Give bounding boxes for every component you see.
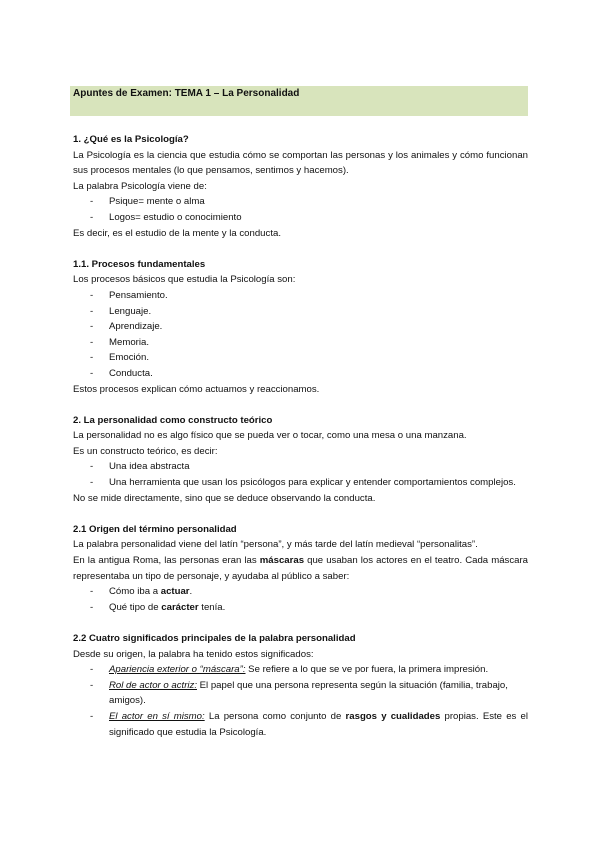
section-1-conclusion: Es decir, es el estudio de la mente y la conducta.	[73, 227, 281, 239]
list-item: - Memoria.	[73, 335, 528, 351]
section-1-heading: 1. ¿Qué es la Psicología?	[73, 134, 189, 145]
section-1-paragraph: La Psicología es la ciencia que estudia cómo se comportan las personas y los animales y cómo funcionan sus procesos mentales (lo que pensamos, sentimos y hacemos).	[73, 149, 528, 177]
list-item: - Conducta.	[73, 366, 528, 382]
section-1-intro: La palabra Psicología viene de:	[73, 180, 207, 192]
section-2-paragraph: La personalidad no es algo físico que se pueda ver o tocar, como una mesa o una manzana.	[73, 430, 467, 442]
list-item: - Logos= estudio o conocimiento	[73, 210, 528, 226]
list-item: - El actor en sí mismo: La persona como conjunto de rasgos y cualidades propias. Este es el significado que estudia la Psicología.	[73, 709, 528, 740]
list-item: - Lenguaje.	[73, 304, 528, 320]
section-2-2-intro: Desde su origen, la palabra ha tenido estos significados:	[73, 648, 314, 660]
document-body	[73, 132, 528, 740]
section-1-list	[73, 194, 528, 225]
section-1-1-heading: 1.1. Procesos fundamentales	[73, 258, 206, 270]
document-title: Apuntes de Examen: TEMA 1 – La Personalidad	[73, 88, 300, 99]
list-item: - Pensamiento.	[73, 288, 528, 304]
section-2-list	[73, 459, 528, 490]
list-item: - Rol de actor o actriz: El papel que una persona representa según la situación (familia, trabajo, amigos).	[73, 678, 528, 709]
section-2-2-list	[73, 662, 528, 740]
section-2-1-paragraph: La palabra personalidad viene del latín “persona”, y más tarde del latín medieval “personalitas”.	[73, 539, 478, 551]
section-2-intro: Es un constructo teórico, es decir:	[73, 445, 218, 457]
section-2-heading: 2. La personalidad como constructo teórico	[73, 414, 273, 426]
title-bar	[70, 86, 528, 116]
list-item: - Apariencia exterior o “máscara”: Se refiere a lo que se ve por fuera, la primera impresión.	[73, 662, 528, 678]
list-item: - Una idea abstracta	[73, 459, 528, 475]
section-1-1-intro: Los procesos básicos que estudia la Psicología son:	[73, 274, 296, 286]
list-item: - Una herramienta que usan los psicólogos para explicar y entender comportamientos complejos.	[73, 475, 528, 491]
list-item: - Emoción.	[73, 350, 528, 366]
section-2-1-heading: 2.1 Origen del término personalidad	[73, 523, 237, 535]
section-2-2-heading: 2.2 Cuatro significados principales de la palabra personalidad	[73, 633, 356, 644]
section-2-conclusion: No se mide directamente, sino que se deduce observando la conducta.	[73, 492, 376, 504]
list-item: - Aprendizaje.	[73, 319, 528, 335]
section-2-1-masks-paragraph: En la antigua Roma, las personas eran las máscaras que usaban los actores en el teatro. Cada máscara representaba un tipo de personaje, y ayudaba al público a saber:	[73, 555, 528, 582]
list-item: - Cómo iba a actuar.	[73, 584, 528, 600]
list-item: - Qué tipo de carácter tenía.	[73, 600, 528, 616]
section-1-1-conclusion: Estos procesos explican cómo actuamos y reaccionamos.	[73, 383, 320, 395]
section-1-1-list	[73, 288, 528, 382]
list-item: - Psique= mente o alma	[73, 194, 528, 210]
section-2-1-list	[73, 584, 528, 615]
